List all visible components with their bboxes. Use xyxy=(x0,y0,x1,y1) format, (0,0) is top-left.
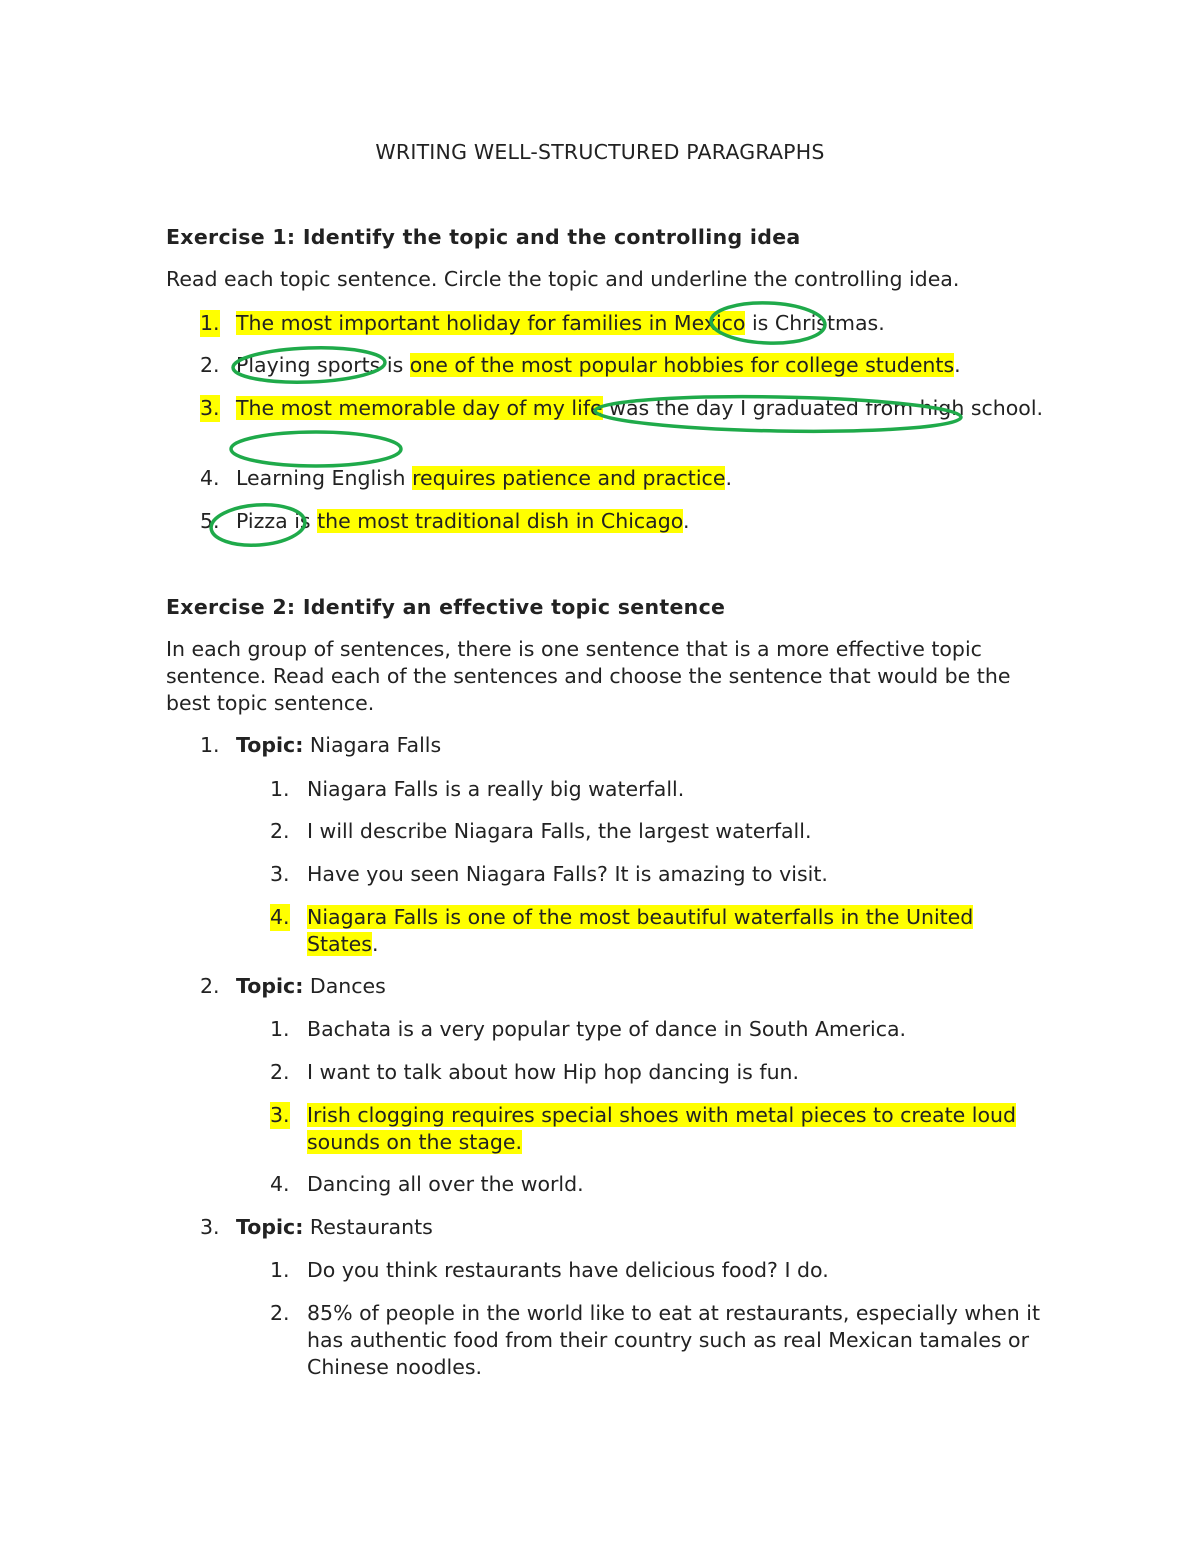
item-number: 4. xyxy=(270,1172,290,1196)
option-text: Niagara Falls is a really big waterfall. xyxy=(307,777,685,801)
item-number: 1. xyxy=(270,1017,290,1041)
option-item xyxy=(270,1059,1050,1086)
item-number: 4. xyxy=(270,905,290,929)
topic-name: Niagara Falls xyxy=(303,733,442,757)
highlighted-text: one of the most popular hobbies for college students xyxy=(409,353,955,377)
plain-text: . xyxy=(725,466,732,490)
topic-label: Topic: xyxy=(236,974,304,998)
option-item xyxy=(270,818,1050,845)
exercise1-item-3 xyxy=(200,395,1050,422)
item-number: 2. xyxy=(200,353,220,377)
item-number: 3. xyxy=(270,862,290,886)
plain-text: . xyxy=(682,509,690,533)
circle-mark-school xyxy=(231,432,401,466)
option-item xyxy=(270,861,1050,888)
option-item xyxy=(270,1171,1050,1198)
topic-name: Restaurants xyxy=(303,1215,433,1239)
item-number: 1. xyxy=(270,777,290,801)
item-number: 2. xyxy=(200,974,220,998)
option-text: Have you seen Niagara Falls? It is amazing to visit. xyxy=(307,862,828,886)
option-item-selected xyxy=(270,904,1050,958)
option-item xyxy=(270,1257,1050,1284)
document-title: WRITING WELL-STRUCTURED PARAGRAPHS xyxy=(375,140,825,164)
option-text: Bachata is a very popular type of dance in South America. xyxy=(307,1017,907,1041)
option-item xyxy=(270,1016,1050,1043)
option-text: Dancing all over the world. xyxy=(307,1172,584,1196)
topic-group-1 xyxy=(200,732,1050,759)
plain-text: is Christmas. xyxy=(745,311,885,335)
exercise2-heading: Exercise 2: Identify an effective topic sentence xyxy=(166,595,726,619)
plain-text: Learning English xyxy=(236,466,413,490)
option-text: Do you think restaurants have delicious food? I do. xyxy=(307,1258,829,1282)
option-text: 85% of people in the world like to eat at restaurants, especially when it has authentic food from their country such as real Mexican tamales or Chinese noodles. xyxy=(307,1301,1040,1379)
exercise1-item-1 xyxy=(200,310,1050,337)
item-number: 2. xyxy=(270,819,290,843)
highlighted-text: Irish clogging requires special shoes with metal pieces to create loud sounds on the stage. xyxy=(307,1103,1016,1154)
plain-text: . xyxy=(954,353,961,377)
highlighted-text: The most memorable day of my life xyxy=(236,396,603,420)
highlighted-text: The most important holiday for families in Mexico xyxy=(236,311,746,335)
highlighted-text: Niagara Falls is one of the most beautiful waterfalls in the United States xyxy=(307,905,974,956)
item-number: 5. xyxy=(200,509,220,533)
item-number: 2. xyxy=(270,1060,290,1084)
item-number: 2. xyxy=(270,1301,290,1325)
highlighted-text: the most traditional dish in Chicago xyxy=(317,509,683,533)
exercise1-item-5 xyxy=(200,508,1050,535)
exercise1-item-2 xyxy=(200,352,1050,379)
item-number: 3. xyxy=(200,1215,220,1239)
topic-group-2 xyxy=(200,973,1050,1000)
exercise1-item-4 xyxy=(200,465,1050,492)
item-number: 1. xyxy=(200,733,220,757)
item-number: 3. xyxy=(270,1103,290,1127)
option-text: I will describe Niagara Falls, the largest waterfall. xyxy=(307,819,812,843)
exercise2-instructions: In each group of sentences, there is one sentence that is a more effective topic sentence. Read each of the sentences and choose the sentence that would be the best topic sentence. xyxy=(166,637,1011,715)
item-number: 3. xyxy=(200,396,220,420)
topic-label: Topic: xyxy=(236,733,304,757)
item-number: 1. xyxy=(270,1258,290,1282)
option-item xyxy=(270,776,1050,803)
plain-text: Pizza is xyxy=(236,509,318,533)
plain-text: Playing sports is xyxy=(236,353,410,377)
exercise1-instructions: Read each topic sentence. Circle the topic and underline the controlling idea. xyxy=(166,267,960,291)
highlighted-text: requires patience and practice xyxy=(412,466,726,490)
topic-group-3 xyxy=(200,1214,1050,1241)
exercise1-heading: Exercise 1: Identify the topic and the controlling idea xyxy=(166,225,801,249)
option-item xyxy=(270,1300,1050,1381)
option-text: I want to talk about how Hip hop dancing is fun. xyxy=(307,1060,800,1084)
item-number: 4. xyxy=(200,466,220,490)
plain-text: . xyxy=(371,932,379,956)
plain-text: was the day I graduated from high school. xyxy=(602,396,1044,420)
topic-label: Topic: xyxy=(236,1215,304,1239)
topic-name: Dances xyxy=(303,974,386,998)
option-item-selected xyxy=(270,1102,1050,1156)
item-number: 1. xyxy=(200,311,220,335)
